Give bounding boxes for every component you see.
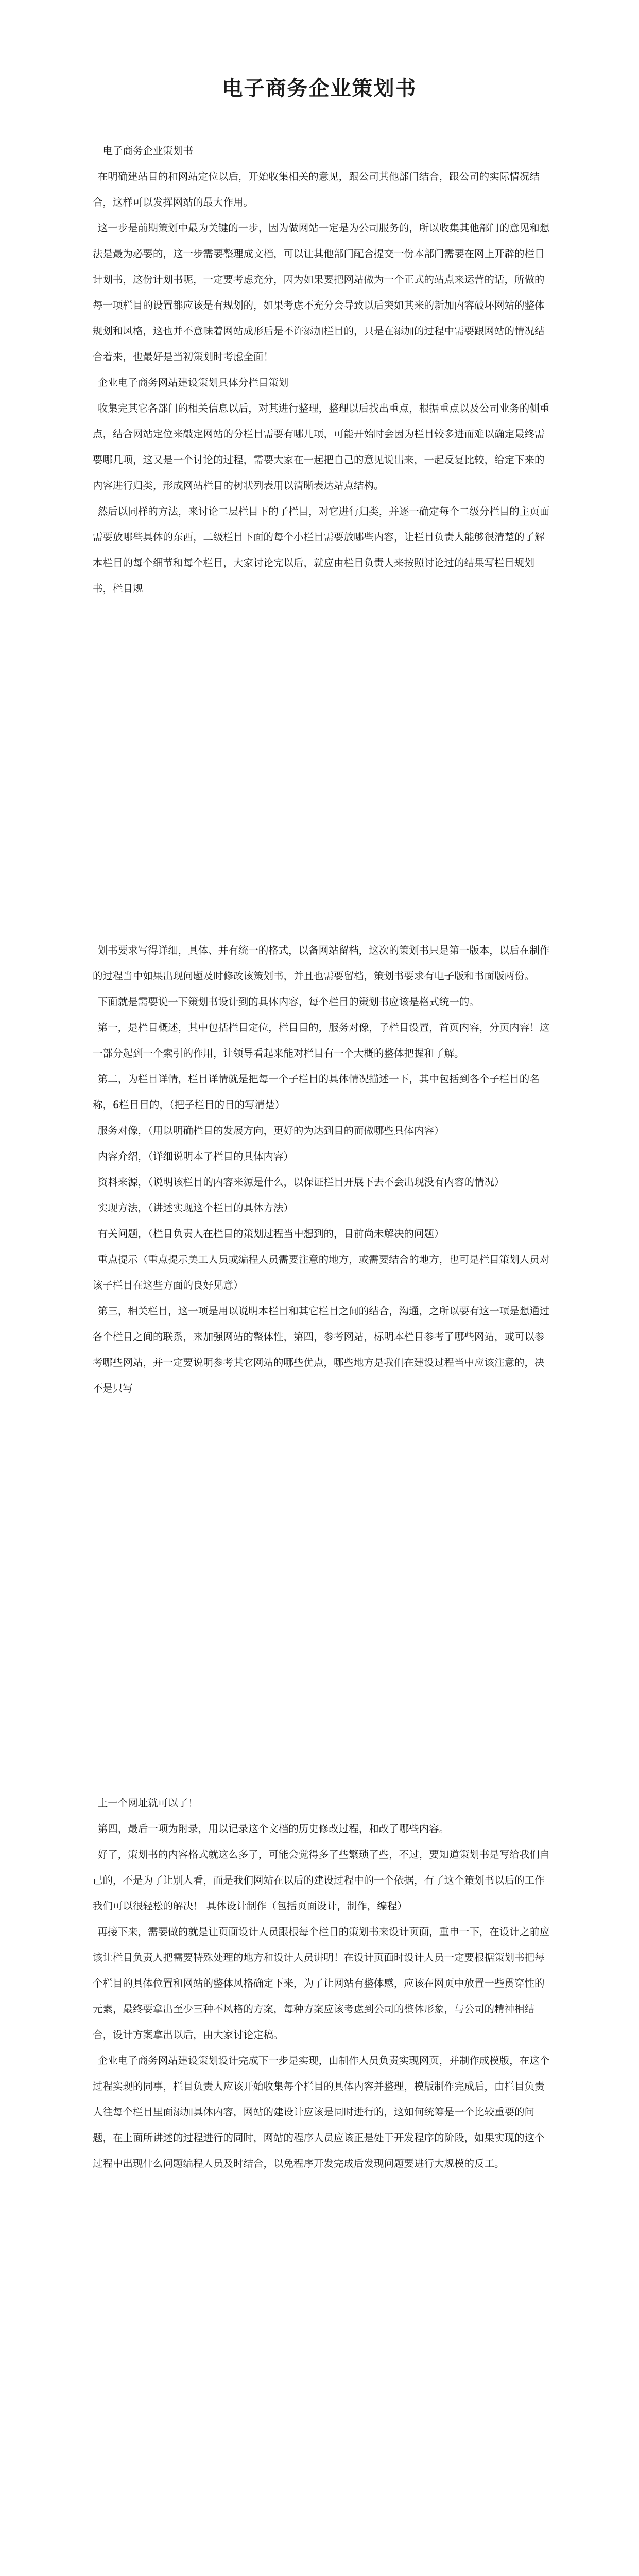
paragraph: 然后以同样的方法，来讨论二层栏目下的子栏目，对它进行归类，并逐一确定每个二级分栏目的主页面需要放哪些具体的东西，二级栏目下面的每个小栏目需要放哪些内容，让栏目负责人能够很清楚的了解本栏目的每个细节和每个栏目，大家讨论完以后，就应由栏目负责人来按照讨论过的结果写栏目规划书，栏目规: [93, 505, 550, 595]
paragraph: 划书要求写得详细，具体、并有统一的格式，以备网站留档，这次的策划书只是第一版本，以后在制作的过程当中如果出现问题及时修改该策划书，并且也需要留档，策划书要求有电子版和书面版两份。: [93, 944, 550, 982]
paragraph: 内容介绍，（详细说明本子栏目的具体内容）: [97, 1150, 294, 1162]
paragraph: 收集完其它各部门的相关信息以后，对其进行整理，整理以后找出重点，根据重点以及公司业务的侧重点，结合网站定位来敲定网站的分栏目需要有哪几项，可能开始时会因为栏目较多进而难以确定最终需要哪几项，这又是一个讨论的过程，需要大家在一起把自己的意见说出来，一起反复比较，给定下来的内容进行归类，形成网站栏目的树状列表用以清晰表达站点结构。: [93, 402, 550, 492]
paragraph: 好了，策划书的内容格式就这么多了，可能会觉得多了些繁琐了些，不过，要知道策划书是写给我们自己的，不是为了让别人看，而是我们网站在以后的建设过程中的一个依据，有了这个策划书以后的工作我们可以很轻松的解决！ 具体设计制作（包括页面设计，制作，编程）: [93, 1849, 550, 1912]
paragraph: 第三，相关栏目，这一项是用以说明本栏目和其它栏目之间的结合，沟通，之所以要有这一项是想通过各个栏目之间的联系，来加强网站的整体性，第四，参考网站，标明本栏目参考了哪些网站，或可以参考哪些网站，并一定要说明参考其它网站的哪些优点，哪些地方是我们在建设过程当中应该注意的，决不是只写: [93, 1305, 550, 1394]
paragraph: 有关问题，（栏目负责人在栏目的策划过程当中想到的，目前尚未解决的问题）: [97, 1228, 444, 1240]
page-section-3: [93, 1790, 551, 2177]
paragraph: 第二，为栏目详情，栏目详情就是把每一个子栏目的具体情况描述一下，其中包括到各个子栏目的名称，6栏目目的，（把子栏目的目的写清楚）: [93, 1073, 540, 1111]
paragraph: 在明确建站目的和网站定位以后，开始收集相关的意见，跟公司其他部门结合，跟公司的实际情况结合，这样可以发挥网站的最大作用。: [93, 171, 540, 208]
paragraph: 第一，是栏目概述，其中包括栏目定位，栏目目的，服务对像，子栏目设置，首页内容，分页内容！这一部分起到一个索引的作用，让领导看起来能对栏目有一个大概的整体把握和了解。: [93, 1022, 550, 1059]
paragraph: 资料来源，（说明该栏目的内容来源是什么，以保证栏目开展下去不会出现没有内容的情况）: [97, 1176, 505, 1188]
paragraph: 第四，最后一项为附录，用以记录这个文档的历史修改过程，和改了哪些内容。: [97, 1823, 450, 1835]
document-title: 电子商务企业策划书: [222, 76, 417, 100]
page-section-1: [93, 138, 551, 602]
paragraph: 上一个网址就可以了！: [97, 1797, 198, 1809]
paragraph: 这一步是前期策划中最为关键的一步，因为做网站一定是为公司服务的，所以收集其他部门的意见和想法是最为必要的，这一步需要整理成文档，可以让其他部门配合提交一份本部门需要在网上开辟的栏目计划书，这份计划书呢，一定要考虑充分，因为如果要把网站做为一个正式的站点来运营的话，所做的每一项栏目的设置都应该是有规划的，如果考虑不充分会导致以后突如其来的新加内容破坏网站的整体规划和风格，这也并不意味着网站成形后是不许添加栏目的，只是在添加的过程中需要跟网站的情况结合着来，也最好是当初策划时考虑全面！: [93, 222, 550, 363]
paragraph: 再接下来，需要做的就是让页面设计人员跟根每个栏目的策划书来设计页面，重申一下，在设计之前应该让栏目负责人把需要特殊处理的地方和设计人员讲明！在设计页面时设计人员一定要根据策划书把每个栏目的具体位置和网站的整体风格确定下来，为了让网站有整体感，应该在网页中放置一些贯穿性的元素，最终要拿出至少三种不风格的方案，每种方案应该考虑到公司的整体形象，与公司的精神相结合，设计方案拿出以后，由大家讨论定稿。: [93, 1926, 550, 2041]
page-section-2: [93, 938, 551, 1401]
paragraph: 企业电子商务网站建设策划具体分栏目策划: [97, 377, 289, 388]
paragraph: 企业电子商务网站建设策划设计完成下一步是实现，由制作人员负责实现网页，并制作成模版，在这个过程实现的同事，栏目负责人应该开始收集每个栏目的具体内容并整理，模版制作完成后，由栏目负责人往每个栏目里面添加具体内容，网站的建设计应该是同时进行的，这如何统筹是一个比较重要的问题，在上面所讲述的过程进行的同时，网站的程序人员应该正是处于开发程序的阶段，如果实现的这个过程中出现什么问题编程人员及时结合，以免程序开发完成后发现问题要进行大规模的反工。: [93, 2055, 550, 2170]
paragraph: 重点提示（重点提示美工人员或编程人员需要注意的地方，或需要结合的地方，也可是栏目策划人员对该子栏目在这些方面的良好见意）: [93, 1253, 550, 1291]
paragraph: 实现方法，（讲述实现这个栏目的具体方法）: [97, 1202, 294, 1214]
paragraph: 下面就是需要说一下策划书设计到的具体内容，每个栏目的策划书应该是格式统一的。: [97, 996, 479, 1008]
section-heading: 电子商务企业策划书: [102, 145, 194, 157]
paragraph: 服务对像，（用以明确栏目的发展方向，更好的为达到目的而做哪些具体内容）: [97, 1125, 444, 1137]
